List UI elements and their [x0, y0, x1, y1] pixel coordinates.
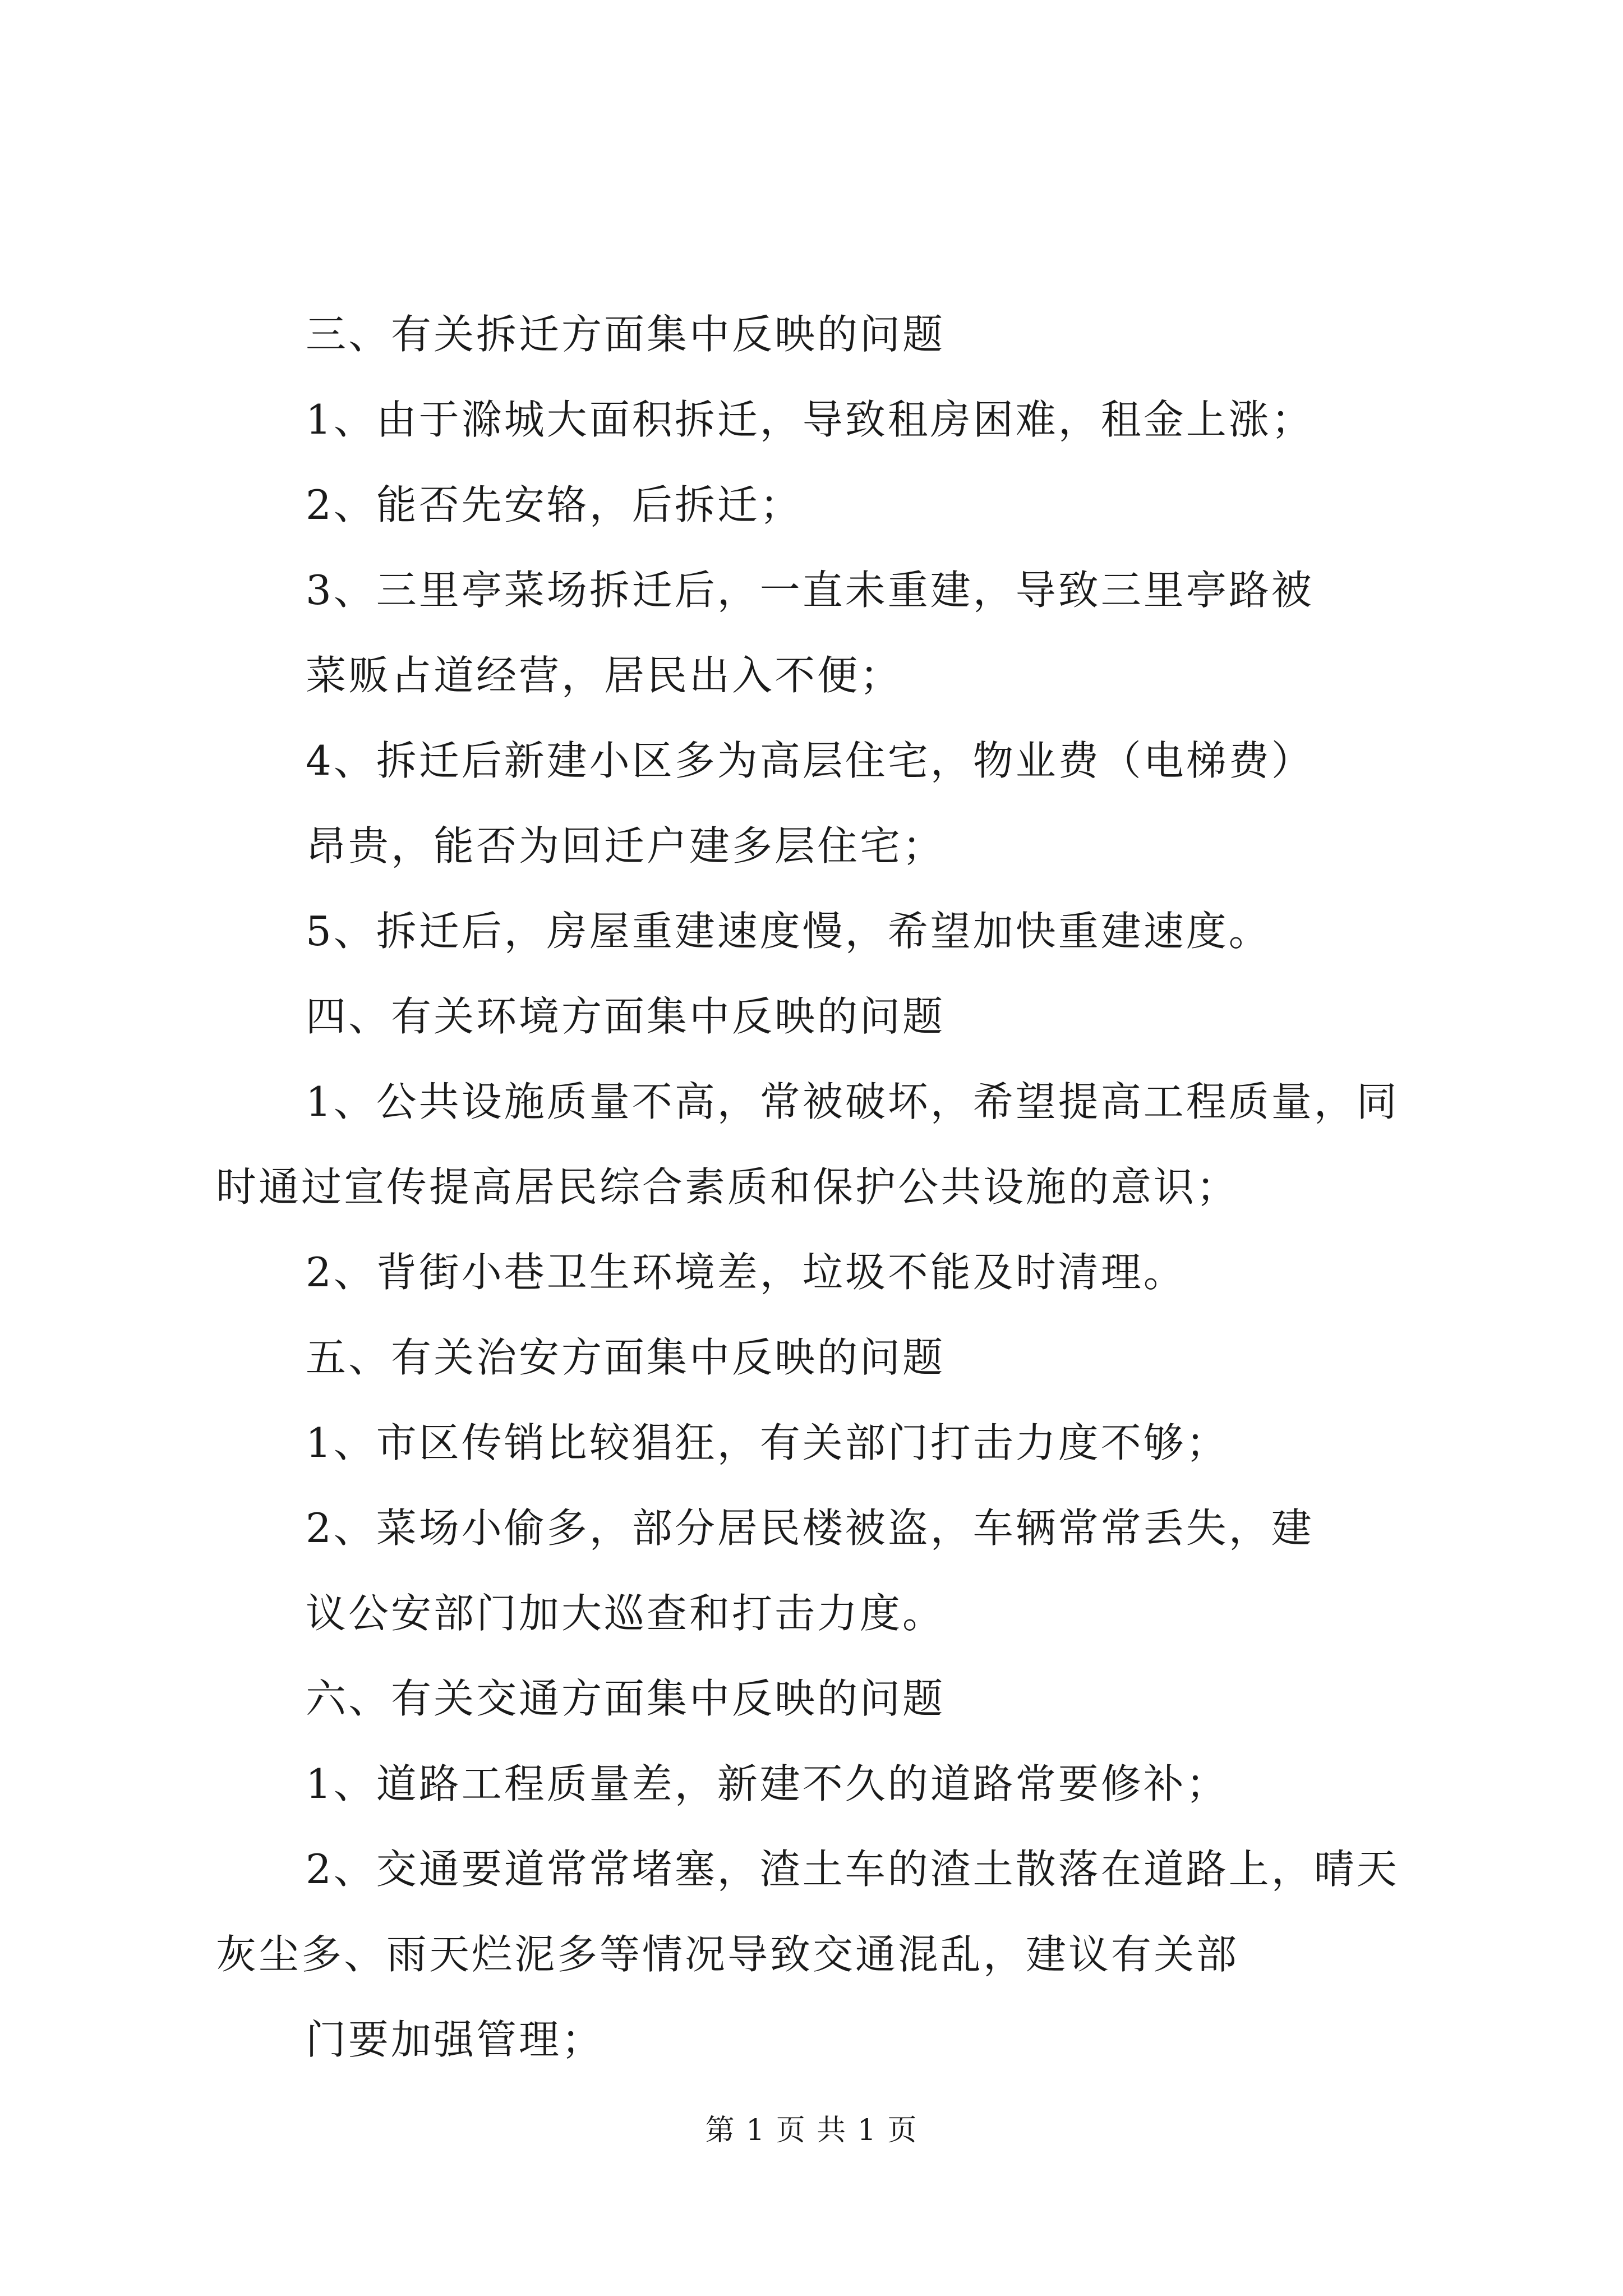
paragraph-line: 1、道路工程质量差，新建不久的道路常要修补；: [306, 1760, 1229, 1807]
paragraph-line: 2、背街小巷卫生环境差，垃圾不能及时清理。: [306, 1249, 1186, 1296]
page-footer: 第 1 页 共 1 页: [705, 2114, 918, 2147]
paragraph-line: 2、交通要道常常堵塞，渣土车的渣土散落在道路上，晴天: [306, 1846, 1399, 1893]
paragraph-line: 灰尘多、雨天烂泥多等情况导致交通混乱，建议有关部: [216, 1931, 1239, 1978]
paragraph-line: 时通过宣传提高居民综合素质和保护公共设施的意识；: [216, 1163, 1239, 1211]
paragraph-line: 2、菜场小偷多，部分居民楼被盗，车辆常常丢失，建: [306, 1504, 1314, 1552]
paragraph-line: 2、能否先安辂，后拆迁；: [306, 481, 803, 528]
paragraph-line: 昂贵，能否为回迁户建多层住宅；: [306, 822, 946, 869]
paragraph-line: 1、由于滁城大面积拆迁，导致租房困难，租金上涨；: [306, 396, 1314, 443]
section-heading-traffic: 六、有关交通方面集中反映的问题: [306, 1675, 946, 1722]
section-heading-demolition: 三、有关拆迁方面集中反映的问题: [306, 311, 946, 358]
section-heading-environment: 四、有关环境方面集中反映的问题: [306, 993, 946, 1040]
paragraph-line: 1、市区传销比较猖狂，有关部门打击力度不够；: [306, 1419, 1229, 1466]
section-heading-security: 五、有关治安方面集中反映的问题: [306, 1334, 946, 1381]
paragraph-line: 门要加强管理；: [306, 2016, 605, 2063]
paragraph-line: 1、公共设施质量不高，常被破坏，希望提高工程质量，同: [306, 1078, 1399, 1125]
paragraph-line: 5、拆迁后，房屋重建速度慢，希望加快重建速度。: [306, 908, 1271, 955]
paragraph-line: 3、三里亭菜场拆迁后，一直未重建，导致三里亭路被: [306, 567, 1314, 614]
paragraph-line: 议公安部门加大巡查和打击力度。: [306, 1590, 946, 1637]
paragraph-line: 4、拆迁后新建小区多为高层住宅，物业费（电梯费）: [306, 737, 1314, 784]
paragraph-line: 菜贩占道经营，居民出入不便；: [306, 652, 903, 699]
